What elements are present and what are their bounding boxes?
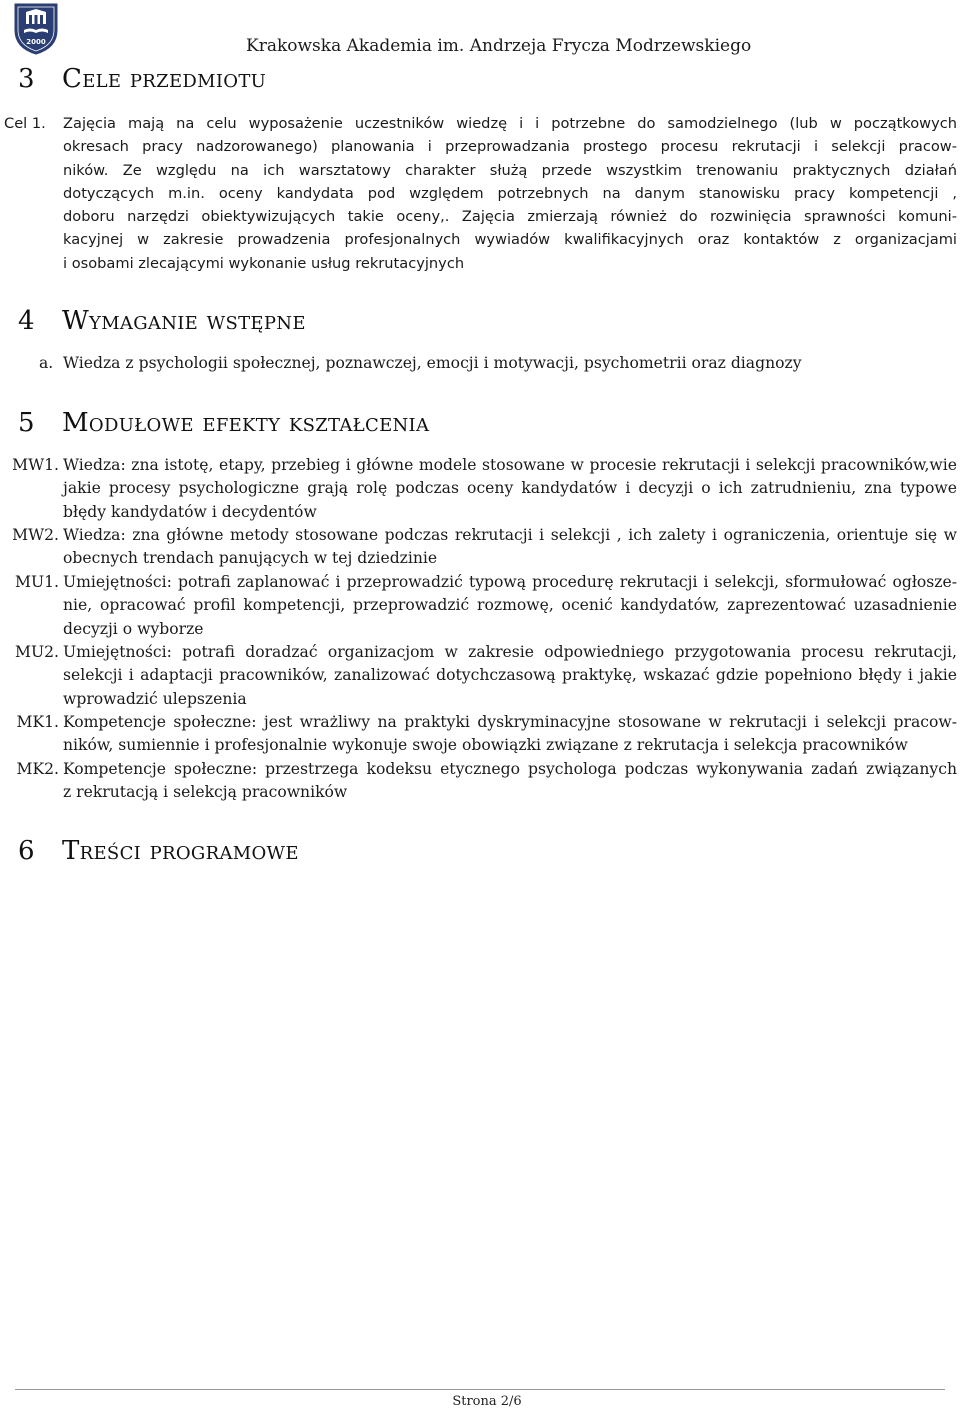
requirement-label: a.: [39, 354, 54, 372]
section-heading-5: [18, 408, 429, 438]
outcome-line: z rekrutacją i selekcją pracowników: [63, 783, 348, 802]
section-number: 4: [18, 306, 35, 336]
outcome-item: [16, 711, 957, 758]
section-title: Modułowe efekty kształcenia: [62, 408, 430, 438]
outcome-label: MU2.: [15, 643, 59, 661]
section-title: Wymaganie wstępne: [62, 306, 306, 336]
goal-line: kacyjnej w zakresie prowadzenia profesjonalnych wywiadów kwalifikacyjnych oraz kontaktów z organizacjami: [63, 231, 957, 249]
outcome-line: błędy kandydatów i decydentów: [63, 502, 317, 521]
section-heading-6: [18, 836, 299, 866]
outcome-label: MW1.: [12, 456, 59, 474]
footer-divider: [15, 1389, 945, 1390]
goal-label: Cel 1.: [4, 115, 46, 132]
outcome-line: Wiedza: zna istotę, etapy, przebieg i główne modele stosowane w procesie rekrutacji i selekcji pracowników,wie: [63, 456, 957, 474]
outcome-line: Kompetencje społeczne: jest wrażliwy na praktyki dyskryminacyjne stosowane w rekrutacji i selekcji pracow-: [63, 713, 957, 731]
section-heading-4: [18, 306, 306, 336]
goal-line: okresach pracy nadzorowanego) planowania i przeprowadzania prostego procesu rekrutacji i selekcji pracow-: [63, 138, 957, 156]
section-number: 5: [18, 408, 35, 438]
outcome-label: MK1.: [16, 713, 59, 731]
outcome-item: [12, 454, 957, 524]
svg-text:2000: 2000: [26, 38, 46, 46]
goal-paragraph: [4, 112, 957, 275]
outcome-line: selekcji i adaptacji pracowników, zanalizować dotychczasową praktykę, wskazać gdzie popełniono błędy i jakie: [63, 666, 957, 685]
page-number: Strona 2/6: [452, 1394, 522, 1409]
outcome-item: [12, 524, 957, 571]
requirement-item: [39, 352, 957, 375]
goal-line: Zajęcia mają na celu wyposażenie uczestników wiedzę i i potrzebne do samodzielnego (lub w początkowych: [63, 115, 957, 132]
goal-line: ników. Ze względu na ich warsztatowy charakter służą przede wszystkim trenowaniu praktycznych działań: [63, 161, 957, 179]
outcome-item: [15, 641, 957, 711]
outcome-label: MW2.: [12, 526, 59, 544]
outcome-line: decyzji o wyborze: [63, 619, 204, 638]
section-heading-3: [18, 64, 266, 94]
outcome-line: Umiejętności: potrafi zaplanować i przeprowadzić typową procedurę rekrutacji i selekcji, sformułować ogłosze-: [63, 573, 957, 591]
outcome-line: nie, opracować profil kompetencji, przeprowadzić rozmowę, ocenić kandydatów, zaprezentować uzasadnienie: [63, 596, 957, 615]
section-number: 6: [18, 836, 35, 866]
goal-line: dotyczących m.in. oceny kandydata pod względem potrzebnych na danym stanowisku pracy kompetencji ,: [63, 184, 957, 202]
outcome-line: wprowadzić ulepszenia: [63, 689, 247, 708]
outcome-item: [15, 571, 957, 641]
goal-line: doboru narzędzi obiektywizujących takie oceny,. Zajęcia zmierzają również do rozwinięcia sprawności komuni-: [63, 208, 957, 226]
outcome-line: Wiedza: zna główne metody stosowane podczas rekrutacji i selekcji , ich zalety i ograniczenia, orientuje się w: [63, 526, 957, 544]
goal-line: i osobami zlecającymi wykonanie usług rekrutacyjnych: [63, 254, 465, 272]
outcome-line: jakie procesy psychologiczne grają rolę podczas oceny kandydatów i decyzji o ich zatrudnieniu, zna typowe: [63, 479, 957, 498]
section-number: 3: [18, 64, 35, 94]
outcome-item: [16, 758, 957, 805]
section-title: Cele przedmiotu: [62, 64, 267, 94]
outcome-line: Kompetencje społeczne: przestrzega kodeksu etycznego psychologa podczas wykonywania zadań związanych: [63, 760, 957, 778]
university-logo: [12, 0, 60, 56]
requirement-text: Wiedza z psychologii społecznej, poznawczej, emocji i motywacji, psychometrii oraz diagnozy: [63, 354, 802, 372]
institution-name: Krakowska Akademia im. Andrzeja Frycza Modrzewskiego: [246, 36, 752, 56]
outcome-line: obecnych trendach panujących w tej dziedzinie: [63, 549, 438, 568]
outcome-label: MK2.: [16, 760, 59, 778]
outcome-label: MU1.: [15, 573, 59, 591]
outcome-line: ników, sumiennie i profesjonalnie wykonuje swoje obowiązki związane z rekrutacja i selekcja pracowników: [63, 736, 908, 755]
section-title: Treści programowe: [62, 836, 299, 866]
outcome-line: Umiejętności: potrafi doradzać organizacjom w zakresie odpowiedniego przygotowania procesu rekrutacji,: [63, 643, 957, 661]
